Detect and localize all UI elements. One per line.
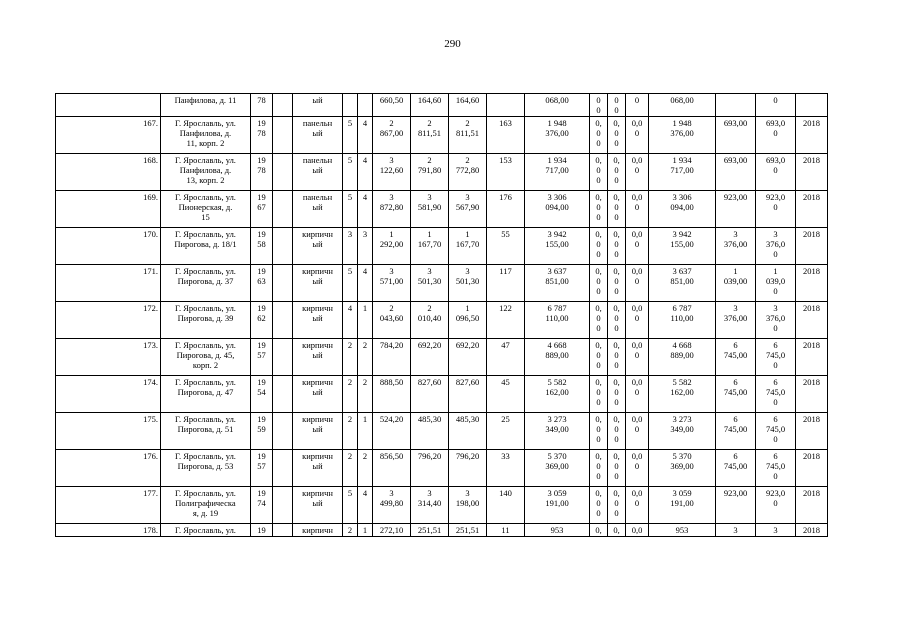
cell-repair-cost: 3 059 191,00 — [525, 487, 590, 524]
cell-living-area: 164,60 — [411, 94, 449, 117]
cell-funds-b: 0, 0 0 — [608, 265, 626, 302]
cell-repair-cost: 068,00 — [525, 94, 590, 117]
cell-wall-material: кирпичн ый — [293, 413, 343, 450]
cell-address: Г. Ярославль, ул. Панфилова, д. 11, корп. 2 — [161, 117, 251, 154]
cell-total-area: 1 292,00 — [373, 228, 411, 265]
cell-funds-b: 0, 0 0 — [608, 376, 626, 413]
cell-col-blank — [273, 487, 293, 524]
cell-total-area: 3 499,80 — [373, 487, 411, 524]
cell-entrances: 2 — [358, 339, 373, 376]
cell-col-blank — [273, 302, 293, 339]
cell-residents: 117 — [487, 265, 525, 302]
cell-floors: 5 — [343, 117, 358, 154]
cell-funds-c: 0,0 0 — [626, 413, 649, 450]
cell-owners-funds: 6 787 110,00 — [649, 302, 716, 339]
cell-row-number: 172. — [56, 302, 161, 339]
table-row — [56, 228, 828, 265]
cell-residents: 163 — [487, 117, 525, 154]
table-row — [56, 413, 828, 450]
cell-residential-area: 1 096,50 — [449, 302, 487, 339]
cell-unit-cost: 923,00 — [716, 487, 756, 524]
cell-year-built: 19 59 — [251, 413, 273, 450]
table-row — [56, 117, 828, 154]
cell-max-unit-cost: 0 — [756, 94, 796, 117]
cell-total-area: 784,20 — [373, 339, 411, 376]
cell-living-area: 827,60 — [411, 376, 449, 413]
cell-funds-b: 0, 0 0 — [608, 487, 626, 524]
cell-living-area: 3 501,30 — [411, 265, 449, 302]
cell-funds-b: 0, 0 0 — [608, 339, 626, 376]
cell-max-unit-cost: 3 376,0 0 — [756, 228, 796, 265]
cell-total-area: 660,50 — [373, 94, 411, 117]
cell-year-built: 19 58 — [251, 228, 273, 265]
cell-repair-cost: 4 668 889,00 — [525, 339, 590, 376]
cell-year-built: 19 67 — [251, 191, 273, 228]
cell-total-area: 272,10 — [373, 524, 411, 537]
cell-owners-funds: 3 059 191,00 — [649, 487, 716, 524]
cell-owners-funds: 3 637 851,00 — [649, 265, 716, 302]
cell-max-unit-cost: 923,0 0 — [756, 487, 796, 524]
cell-year-built: 19 62 — [251, 302, 273, 339]
cell-col-blank — [273, 265, 293, 302]
cell-row-number: 173. — [56, 339, 161, 376]
cell-unit-cost — [716, 94, 756, 117]
cell-total-area: 3 571,00 — [373, 265, 411, 302]
cell-floors: 4 — [343, 302, 358, 339]
cell-residents: 45 — [487, 376, 525, 413]
cell-floors: 2 — [343, 339, 358, 376]
cell-address: Г. Ярославль, ул. Пирогова, д. 39 — [161, 302, 251, 339]
cell-funds-b: 0, 0 0 — [608, 302, 626, 339]
cell-col-blank — [273, 524, 293, 537]
table-row — [56, 94, 828, 117]
cell-planned-year: 2018 — [796, 228, 828, 265]
cell-living-area: 2 010,40 — [411, 302, 449, 339]
cell-living-area: 796,20 — [411, 450, 449, 487]
cell-wall-material: кирпичн — [293, 524, 343, 537]
cell-planned-year: 2018 — [796, 191, 828, 228]
cell-max-unit-cost: 6 745,0 0 — [756, 339, 796, 376]
cell-col-blank — [273, 339, 293, 376]
cell-residential-area: 485,30 — [449, 413, 487, 450]
cell-residential-area: 796,20 — [449, 450, 487, 487]
table-row — [56, 487, 828, 524]
cell-funds-a: 0, 0 0 — [590, 376, 608, 413]
cell-address: Г. Ярославль, ул. Пирогова, д. 47 — [161, 376, 251, 413]
cell-funds-c: 0,0 0 — [626, 339, 649, 376]
cell-year-built: 19 57 — [251, 339, 273, 376]
cell-floors: 5 — [343, 487, 358, 524]
cell-planned-year: 2018 — [796, 339, 828, 376]
cell-owners-funds: 1 948 376,00 — [649, 117, 716, 154]
cell-funds-c: 0,0 0 — [626, 376, 649, 413]
cell-col-blank — [273, 450, 293, 487]
cell-living-area: 2 811,51 — [411, 117, 449, 154]
cell-funds-b: 0, 0 0 — [608, 413, 626, 450]
cell-max-unit-cost: 923,0 0 — [756, 191, 796, 228]
cell-unit-cost: 693,00 — [716, 117, 756, 154]
cell-planned-year: 2018 — [796, 117, 828, 154]
cell-funds-a: 0, 0 0 — [590, 450, 608, 487]
cell-floors: 2 — [343, 524, 358, 537]
cell-max-unit-cost: 6 745,0 0 — [756, 450, 796, 487]
cell-floors: 2 — [343, 376, 358, 413]
cell-residents: 153 — [487, 154, 525, 191]
cell-col-blank — [273, 154, 293, 191]
cell-planned-year: 2018 — [796, 524, 828, 537]
cell-residents: 140 — [487, 487, 525, 524]
cell-entrances: 4 — [358, 191, 373, 228]
cell-entrances: 4 — [358, 265, 373, 302]
cell-funds-c: 0,0 — [626, 524, 649, 537]
cell-entrances: 1 — [358, 302, 373, 339]
cell-funds-a: 0, 0 0 — [590, 265, 608, 302]
cell-col-blank — [273, 376, 293, 413]
cell-owners-funds: 3 306 094,00 — [649, 191, 716, 228]
cell-floors — [343, 94, 358, 117]
cell-unit-cost: 3 — [716, 524, 756, 537]
cell-funds-b: 0, 0 0 — [608, 450, 626, 487]
cell-residential-area: 2 772,80 — [449, 154, 487, 191]
cell-residential-area: 3 501,30 — [449, 265, 487, 302]
cell-living-area: 251,51 — [411, 524, 449, 537]
cell-floors: 2 — [343, 450, 358, 487]
cell-planned-year: 2018 — [796, 302, 828, 339]
cell-row-number: 167. — [56, 117, 161, 154]
cell-address: Панфилова, д. 11 — [161, 94, 251, 117]
cell-row-number — [56, 94, 161, 117]
cell-year-built: 19 — [251, 524, 273, 537]
cell-wall-material: кирпичн ый — [293, 228, 343, 265]
cell-address: Г. Ярославль, ул. Пирогова, д. 53 — [161, 450, 251, 487]
cell-repair-cost: 3 306 094,00 — [525, 191, 590, 228]
cell-funds-a: 0, 0 0 — [590, 339, 608, 376]
page-number: 290 — [444, 38, 461, 50]
cell-repair-cost: 3 273 349,00 — [525, 413, 590, 450]
cell-funds-a: 0, 0 0 — [590, 302, 608, 339]
cell-address: Г. Ярославль, ул. Полиграфическа я, д. 19 — [161, 487, 251, 524]
cell-funds-c: 0,0 0 — [626, 265, 649, 302]
cell-max-unit-cost: 3 376,0 0 — [756, 302, 796, 339]
cell-total-area: 2 867,00 — [373, 117, 411, 154]
table-row — [56, 450, 828, 487]
cell-funds-c: 0,0 0 — [626, 191, 649, 228]
cell-unit-cost: 6 745,00 — [716, 413, 756, 450]
cell-year-built: 19 63 — [251, 265, 273, 302]
cell-funds-c: 0,0 0 — [626, 487, 649, 524]
cell-wall-material: панельн ый — [293, 191, 343, 228]
cell-entrances: 4 — [358, 154, 373, 191]
cell-year-built: 19 74 — [251, 487, 273, 524]
cell-funds-c: 0,0 0 — [626, 154, 649, 191]
cell-address: Г. Ярославль, ул. Пирогова, д. 18/1 — [161, 228, 251, 265]
cell-funds-b: 0, 0 0 — [608, 154, 626, 191]
cell-repair-cost: 1 948 376,00 — [525, 117, 590, 154]
cell-col-blank — [273, 191, 293, 228]
cell-row-number: 176. — [56, 450, 161, 487]
cell-entrances: 1 — [358, 524, 373, 537]
cell-entrances: 2 — [358, 450, 373, 487]
cell-repair-cost: 3 637 851,00 — [525, 265, 590, 302]
cell-repair-cost: 5 370 369,00 — [525, 450, 590, 487]
cell-col-blank — [273, 94, 293, 117]
cell-residents: 47 — [487, 339, 525, 376]
cell-owners-funds: 068,00 — [649, 94, 716, 117]
cell-floors: 3 — [343, 228, 358, 265]
cell-repair-cost: 5 582 162,00 — [525, 376, 590, 413]
cell-living-area: 1 167,70 — [411, 228, 449, 265]
cell-unit-cost: 3 376,00 — [716, 228, 756, 265]
cell-address: Г. Ярославль, ул. Пирогова, д. 45, корп. 2 — [161, 339, 251, 376]
cell-row-number: 178. — [56, 524, 161, 537]
table-row — [56, 302, 828, 339]
cell-owners-funds: 3 942 155,00 — [649, 228, 716, 265]
cell-unit-cost: 923,00 — [716, 191, 756, 228]
cell-unit-cost: 6 745,00 — [716, 450, 756, 487]
cell-residential-area: 3 567,90 — [449, 191, 487, 228]
cell-funds-b: 0, 0 0 — [608, 228, 626, 265]
cell-col-blank — [273, 413, 293, 450]
cell-wall-material: кирпичн ый — [293, 376, 343, 413]
cell-wall-material: кирпичн ый — [293, 339, 343, 376]
table-row — [56, 524, 828, 537]
cell-funds-a: 0, 0 0 — [590, 191, 608, 228]
cell-row-number: 177. — [56, 487, 161, 524]
cell-funds-b: 0, 0 0 — [608, 117, 626, 154]
cell-year-built: 19 78 — [251, 117, 273, 154]
cell-year-built: 19 54 — [251, 376, 273, 413]
cell-residents: 122 — [487, 302, 525, 339]
cell-wall-material: кирпичн ый — [293, 487, 343, 524]
cell-owners-funds: 5 370 369,00 — [649, 450, 716, 487]
cell-row-number: 175. — [56, 413, 161, 450]
cell-owners-funds: 5 582 162,00 — [649, 376, 716, 413]
cell-living-area: 2 791,80 — [411, 154, 449, 191]
cell-owners-funds: 1 934 717,00 — [649, 154, 716, 191]
cell-row-number: 171. — [56, 265, 161, 302]
cell-wall-material: панельн ый — [293, 154, 343, 191]
cell-funds-b: 0, 0 0 — [608, 191, 626, 228]
cell-unit-cost: 6 745,00 — [716, 376, 756, 413]
cell-col-blank — [273, 228, 293, 265]
cell-planned-year: 2018 — [796, 413, 828, 450]
cell-row-number: 174. — [56, 376, 161, 413]
cell-funds-c: 0,0 0 — [626, 228, 649, 265]
cell-funds-b: 0, — [608, 524, 626, 537]
cell-unit-cost: 6 745,00 — [716, 339, 756, 376]
table-row — [56, 339, 828, 376]
cell-total-area: 3 122,60 — [373, 154, 411, 191]
cell-total-area: 888,50 — [373, 376, 411, 413]
cell-residential-area: 2 811,51 — [449, 117, 487, 154]
cell-floors: 5 — [343, 191, 358, 228]
cell-residents: 33 — [487, 450, 525, 487]
cell-row-number: 168. — [56, 154, 161, 191]
cell-entrances: 4 — [358, 117, 373, 154]
cell-unit-cost: 3 376,00 — [716, 302, 756, 339]
cell-address: Г. Ярославль, ул. Пирогова, д. 37 — [161, 265, 251, 302]
cell-year-built: 78 — [251, 94, 273, 117]
cell-residents: 11 — [487, 524, 525, 537]
cell-max-unit-cost: 6 745,0 0 — [756, 413, 796, 450]
cell-wall-material: панельн ый — [293, 117, 343, 154]
cell-residential-area: 692,20 — [449, 339, 487, 376]
cell-funds-a: 0, 0 0 — [590, 487, 608, 524]
cell-funds-a: 0, 0 0 — [590, 413, 608, 450]
cell-total-area: 2 043,60 — [373, 302, 411, 339]
cell-entrances: 3 — [358, 228, 373, 265]
table-row — [56, 265, 828, 302]
cell-planned-year: 2018 — [796, 154, 828, 191]
cell-max-unit-cost: 1 039,0 0 — [756, 265, 796, 302]
cell-max-unit-cost: 693,0 0 — [756, 154, 796, 191]
cell-total-area: 524,20 — [373, 413, 411, 450]
cell-funds-a: 0, 0 0 — [590, 228, 608, 265]
cell-entrances: 2 — [358, 376, 373, 413]
cell-total-area: 3 872,80 — [373, 191, 411, 228]
cell-living-area: 3 581,90 — [411, 191, 449, 228]
cell-residential-area: 251,51 — [449, 524, 487, 537]
cell-planned-year: 2018 — [796, 376, 828, 413]
cell-wall-material: кирпичн ый — [293, 450, 343, 487]
cell-funds-a: 0, — [590, 524, 608, 537]
cell-residential-area: 1 167,70 — [449, 228, 487, 265]
cell-repair-cost: 6 787 110,00 — [525, 302, 590, 339]
cell-planned-year: 2018 — [796, 450, 828, 487]
cell-residential-area: 827,60 — [449, 376, 487, 413]
cell-planned-year: 2018 — [796, 487, 828, 524]
cell-funds-c: 0,0 0 — [626, 302, 649, 339]
cell-residential-area: 3 198,00 — [449, 487, 487, 524]
cell-address: Г. Ярославль, ул. Пирогова, д. 51 — [161, 413, 251, 450]
cell-row-number: 170. — [56, 228, 161, 265]
cell-address: Г. Ярославль, ул. — [161, 524, 251, 537]
cell-repair-cost: 3 942 155,00 — [525, 228, 590, 265]
cell-repair-cost: 1 934 717,00 — [525, 154, 590, 191]
cell-max-unit-cost: 6 745,0 0 — [756, 376, 796, 413]
cell-repair-cost: 953 — [525, 524, 590, 537]
cell-max-unit-cost: 3 — [756, 524, 796, 537]
cell-year-built: 19 57 — [251, 450, 273, 487]
cell-funds-c: 0,0 0 — [626, 117, 649, 154]
cell-wall-material: ый — [293, 94, 343, 117]
cell-year-built: 19 78 — [251, 154, 273, 191]
cell-unit-cost: 1 039,00 — [716, 265, 756, 302]
cell-entrances: 1 — [358, 413, 373, 450]
cell-owners-funds: 953 — [649, 524, 716, 537]
housing-table — [55, 93, 828, 537]
cell-residents — [487, 94, 525, 117]
cell-residents: 55 — [487, 228, 525, 265]
cell-floors: 2 — [343, 413, 358, 450]
cell-funds-b: 0 0 — [608, 94, 626, 117]
cell-owners-funds: 3 273 349,00 — [649, 413, 716, 450]
cell-col-blank — [273, 117, 293, 154]
cell-unit-cost: 693,00 — [716, 154, 756, 191]
table-row — [56, 191, 828, 228]
cell-residential-area: 164,60 — [449, 94, 487, 117]
cell-funds-c: 0 — [626, 94, 649, 117]
cell-funds-a: 0, 0 0 — [590, 117, 608, 154]
cell-living-area: 485,30 — [411, 413, 449, 450]
cell-floors: 5 — [343, 265, 358, 302]
cell-living-area: 3 314,40 — [411, 487, 449, 524]
cell-max-unit-cost: 693,0 0 — [756, 117, 796, 154]
cell-planned-year — [796, 94, 828, 117]
cell-address: Г. Ярославль, ул. Панфилова, д. 13, корп. 2 — [161, 154, 251, 191]
cell-row-number: 169. — [56, 191, 161, 228]
cell-entrances — [358, 94, 373, 117]
cell-living-area: 692,20 — [411, 339, 449, 376]
cell-entrances: 4 — [358, 487, 373, 524]
cell-funds-a: 0 0 — [590, 94, 608, 117]
table-row — [56, 376, 828, 413]
cell-wall-material: кирпичн ый — [293, 265, 343, 302]
table-row — [56, 154, 828, 191]
cell-planned-year: 2018 — [796, 265, 828, 302]
cell-floors: 5 — [343, 154, 358, 191]
cell-total-area: 856,50 — [373, 450, 411, 487]
cell-funds-c: 0,0 0 — [626, 450, 649, 487]
cell-owners-funds: 4 668 889,00 — [649, 339, 716, 376]
cell-residents: 176 — [487, 191, 525, 228]
cell-residents: 25 — [487, 413, 525, 450]
cell-address: Г. Ярославль, ул. Пионерская, д. 15 — [161, 191, 251, 228]
cell-wall-material: кирпичн ый — [293, 302, 343, 339]
cell-funds-a: 0, 0 0 — [590, 154, 608, 191]
